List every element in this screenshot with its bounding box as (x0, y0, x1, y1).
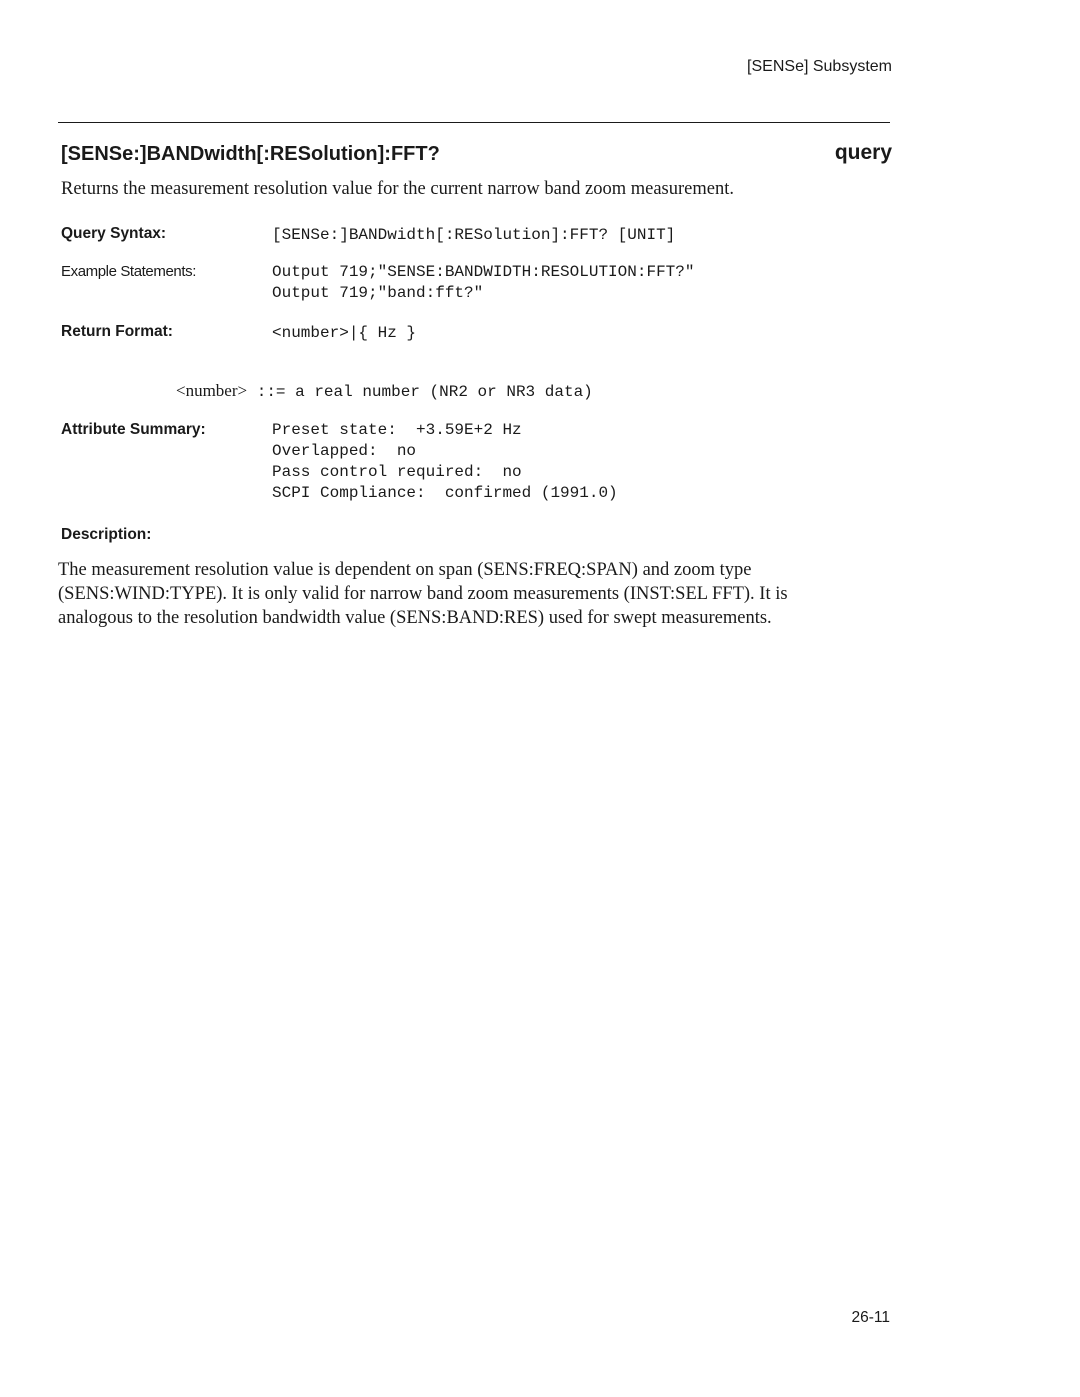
attribute-overlapped: Overlapped: no (272, 442, 417, 460)
page-number: 26-11 (851, 1309, 890, 1326)
query-syntax-value: [SENSe:]BANDwidth[:RESolution]:FFT? [UNIT] (272, 226, 676, 244)
description-line-1: The measurement resolution value is dependent on span (SENS:FREQ:SPAN) and zoom type (58, 560, 752, 580)
description-body (58, 558, 898, 630)
example-statement-2: Output 719;"band:fft?" (272, 284, 484, 302)
header-rule (58, 122, 890, 123)
attribute-scpi-compliance: SCPI Compliance: confirmed (1991.0) (272, 484, 618, 502)
query-syntax-label: Query Syntax: (61, 225, 167, 242)
description-line-2: (SENS:WIND:TYPE). It is only valid for narrow band zoom measurements (INST:SEL FFT). It is (58, 584, 788, 604)
attribute-preset-state: Preset state: +3.59E+2 Hz (272, 421, 522, 439)
command-title: [SENSe:]BANDwidth[:RESolution]:FFT? (61, 143, 440, 165)
description-label: Description: (61, 526, 152, 543)
definition-text: ::= a real number (NR2 or NR3 data) (247, 383, 593, 401)
definition-term: <number> (176, 381, 248, 400)
example-statements-label: Example Statements: (61, 263, 196, 280)
attribute-summary-label: Attribute Summary: (61, 421, 206, 438)
command-kind: query (834, 141, 892, 164)
description-line-3: analogous to the resolution bandwidth value (SENS:BAND:RES) used for swept measurements. (58, 608, 772, 628)
return-format-label: Return Format: (61, 323, 173, 340)
return-format-value: <number>|{ Hz } (272, 324, 417, 342)
running-header: [SENSe] Subsystem (747, 58, 892, 75)
command-summary: Returns the measurement resolution value for the current narrow band zoom measurement. (61, 179, 734, 199)
number-definition (176, 380, 593, 403)
attribute-pass-control: Pass control required: no (272, 463, 522, 481)
example-statement-1: Output 719;"SENSE:BANDWIDTH:RESOLUTION:FFT?" (272, 263, 695, 281)
